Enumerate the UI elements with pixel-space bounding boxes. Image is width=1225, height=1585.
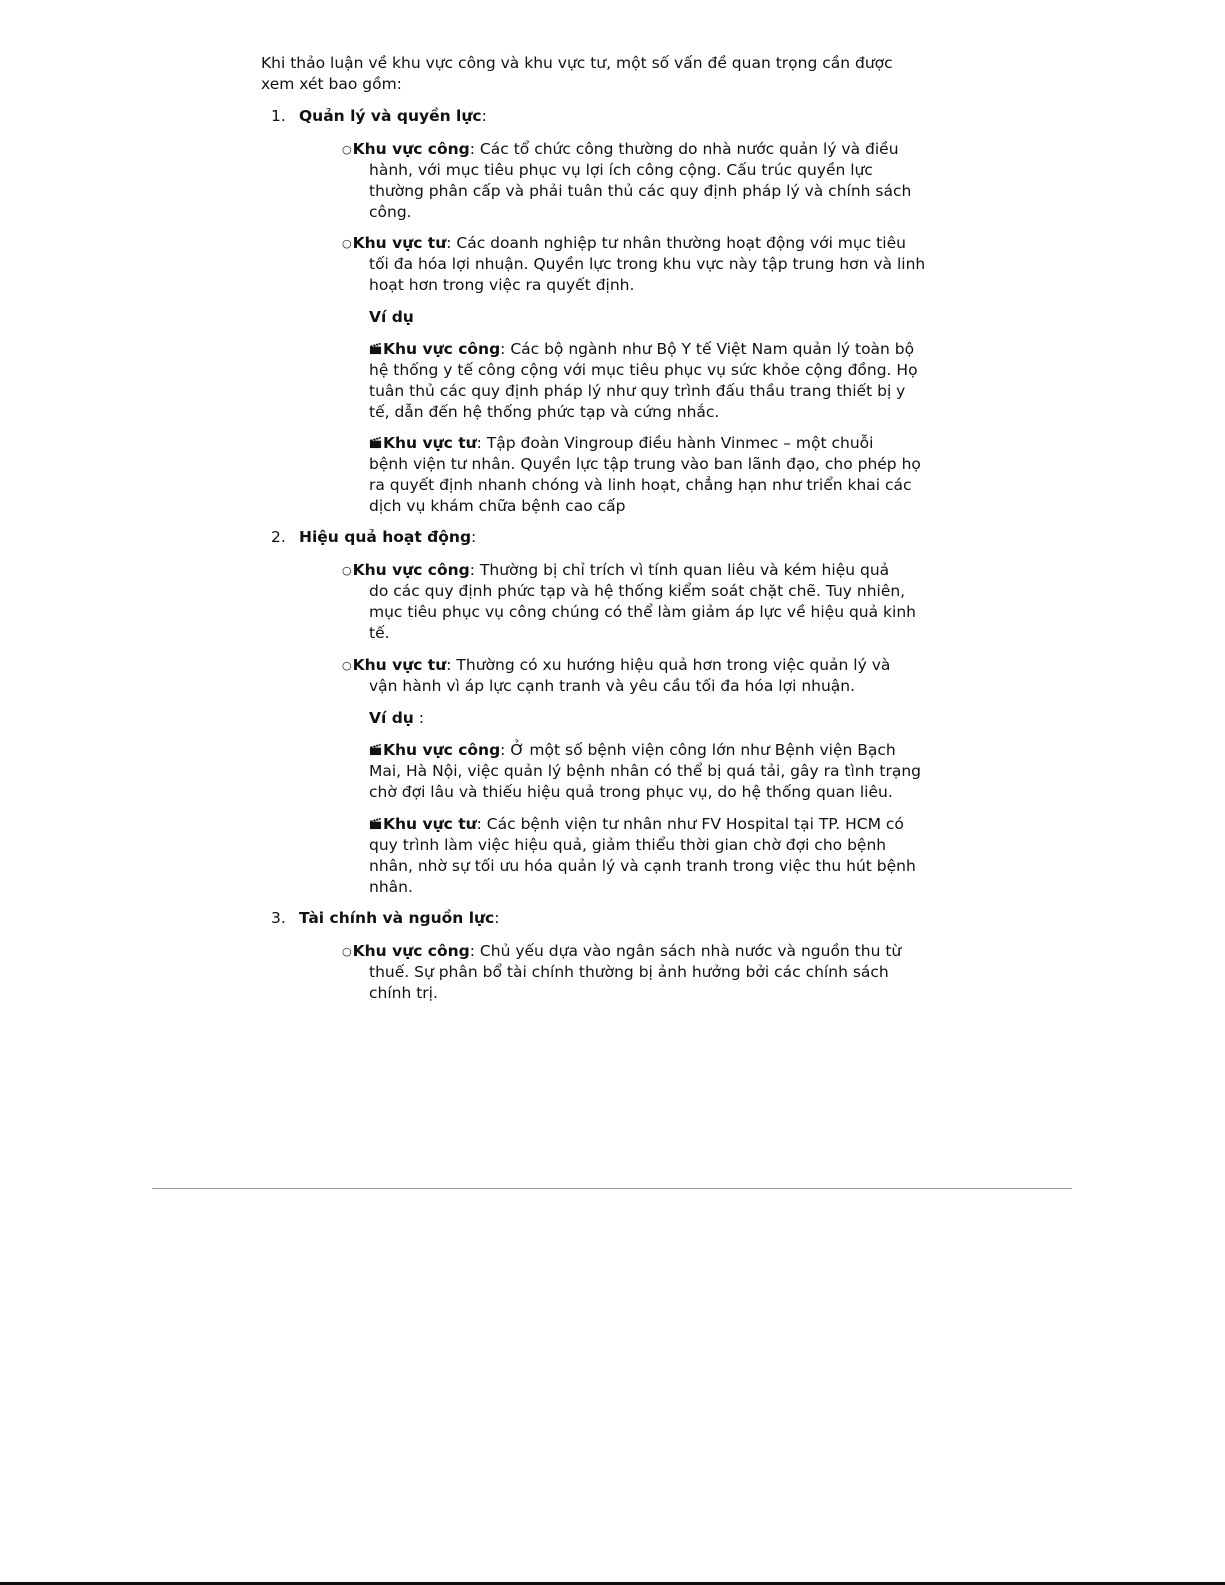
section-heading: 2. Hiệu quả hoạt động:: [271, 528, 477, 546]
footer-divider: [152, 1188, 1072, 1189]
example-text: : Ở một số bệnh viện công lớn như Bệnh viện Bạch: [500, 741, 896, 759]
bullet-text: : Các tổ chức công thường do nhà nước quản lý và điều: [469, 140, 899, 158]
bullet-text: thường phân cấp và phải tuân thủ các quy định pháp lý và chính sách: [369, 182, 912, 200]
clapperboard-icon: [369, 436, 382, 449]
example-text: Mai, Hà Nội, việc quản lý bệnh nhân có thể bị quá tải, gây ra tình trạng: [369, 762, 921, 780]
bullet-text: tối đa hóa lợi nhuận. Quyền lực trong khu vực này tập trung hơn và linh: [369, 255, 926, 273]
list-item-public: [342, 139, 962, 223]
example-text: hệ thống y tế công cộng với mục tiêu phục vụ sức khỏe cộng đồng. Họ: [369, 361, 918, 379]
bullet-text: do các quy định phức tạp và hệ thống kiểm soát chặt chẽ. Tuy nhiên,: [369, 582, 906, 600]
example-text: chờ đợi lâu và thiếu hiệu quả trong phục vụ, do hệ thống quan liêu.: [369, 783, 893, 801]
bullet-text: : Các doanh nghiệp tư nhân thường hoạt động với mục tiêu: [446, 234, 906, 252]
example-private: [369, 433, 969, 517]
bullet-text: công.: [369, 203, 412, 221]
example-text: dịch vụ khám chữa bệnh cao cấp: [369, 497, 626, 515]
bullet-label: Khu vực tư: [352, 234, 447, 252]
circle-bullet-icon: ○: [342, 143, 352, 156]
clapperboard-icon: [369, 743, 382, 756]
section-heading: 1. Quản lý và quyền lực:: [271, 107, 487, 125]
bullet-label: Khu vực công: [352, 561, 470, 579]
example-label: Khu vực tư: [383, 815, 477, 833]
clapperboard-icon: [369, 817, 382, 830]
example-text: bệnh viện tư nhân. Quyền lực tập trung vào ban lãnh đạo, cho phép họ: [369, 455, 921, 473]
example-label: Khu vực công: [383, 741, 501, 759]
example-label: Khu vực công: [383, 340, 501, 358]
clapperboard-icon: [369, 342, 382, 355]
intro-line: xem xét bao gồm:: [261, 75, 402, 93]
intro-line: Khi thảo luận về khu vực công và khu vực tư, một số vấn đề quan trọng cần được: [261, 54, 893, 72]
bullet-label: Khu vực tư: [352, 656, 447, 674]
section-heading: 3. Tài chính và nguồn lực:: [271, 909, 500, 927]
section-number: 3.: [271, 909, 286, 927]
section-number: 1.: [271, 107, 286, 125]
example-text: : Các bộ ngành như Bộ Y tế Việt Nam quản lý toàn bộ: [500, 340, 915, 358]
circle-bullet-icon: ○: [342, 659, 352, 672]
bullet-text: : Thường bị chỉ trích vì tính quan liêu và kém hiệu quả: [469, 561, 890, 579]
list-item-public: [342, 560, 962, 644]
section-title: Quản lý và quyền lực: [299, 107, 482, 125]
example-public: [369, 740, 969, 803]
example-text: nhân, nhờ sự tối ưu hóa quản lý và cạnh tranh trong việc thu hút bệnh: [369, 857, 916, 875]
circle-bullet-icon: ○: [342, 564, 352, 577]
example-private: [369, 814, 969, 898]
bullet-text: vận hành vì áp lực cạnh tranh và yêu cầu tối đa hóa lợi nhuận.: [369, 677, 856, 695]
bullet-label: Khu vực công: [352, 140, 470, 158]
example-public: [369, 339, 969, 423]
bullet-text: chính trị.: [369, 984, 438, 1002]
example-text: tuân thủ các quy định pháp lý như quy trình đấu thầu trang thiết bị y: [369, 382, 906, 400]
example-heading: Ví dụ: [369, 308, 414, 326]
circle-bullet-icon: ○: [342, 237, 352, 250]
bullet-text: hoạt hơn trong việc ra quyết định.: [369, 276, 635, 294]
example-text: : Các bệnh viện tư nhân như FV Hospital tại TP. HCM có: [476, 815, 904, 833]
bullet-text: tế.: [369, 624, 390, 642]
example-text: : Tập đoàn Vingroup điều hành Vinmec – một chuỗi: [476, 434, 874, 452]
section-number: 2.: [271, 528, 286, 546]
example-label: Khu vực tư: [383, 434, 477, 452]
list-item-private: [342, 655, 962, 697]
example-text: nhân.: [369, 878, 413, 896]
example-text: quy trình làm việc hiệu quả, giảm thiểu thời gian chờ đợi cho bệnh: [369, 836, 887, 854]
example-text: tế, dẫn đến hệ thống phức tạp và cứng nhắc.: [369, 403, 720, 421]
intro-paragraph: [261, 53, 951, 95]
list-item-private: [342, 233, 962, 296]
list-item-public: [342, 941, 962, 1004]
bullet-text: : Chủ yếu dựa vào ngân sách nhà nước và nguồn thu từ: [469, 942, 902, 960]
circle-bullet-icon: ○: [342, 945, 352, 958]
section-title: Hiệu quả hoạt động: [299, 528, 472, 546]
bullet-text: thuế. Sự phân bổ tài chính thường bị ảnh hưởng bởi các chính sách: [369, 963, 889, 981]
section-title: Tài chính và nguồn lực: [299, 909, 495, 927]
example-text: ra quyết định nhanh chóng và linh hoạt, chẳng hạn như triển khai các: [369, 476, 912, 494]
example-heading: Ví dụ :: [369, 709, 424, 727]
bullet-text: : Thường có xu hướng hiệu quả hơn trong việc quản lý và: [446, 656, 891, 674]
bullet-label: Khu vực công: [352, 942, 470, 960]
bullet-text: hành, với mục tiêu phục vụ lợi ích công cộng. Cấu trúc quyền lực: [369, 161, 873, 179]
bullet-text: mục tiêu phục vụ công chúng có thể làm giảm áp lực về hiệu quả kinh: [369, 603, 916, 621]
